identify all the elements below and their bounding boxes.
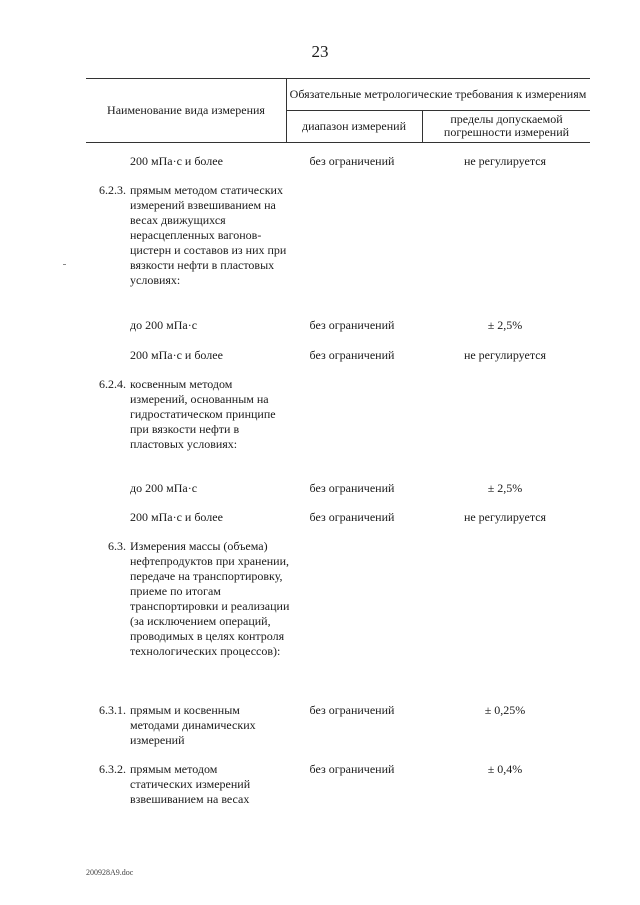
row-range: без ограничений: [309, 154, 395, 168]
header-measurement-range: диапазон измерений: [286, 110, 423, 142]
row-name: до 200 мПа·с: [130, 481, 198, 495]
header-measurement-type: Наименование вида измерения: [86, 79, 287, 142]
row-range: без ограничений: [309, 481, 395, 495]
row-name: 200 мПа·с и более: [130, 154, 223, 168]
row-range: без ограничений: [309, 348, 395, 362]
row-name: прямым методом статических измерений взвешиванием на весах движущихся нерасцепленных вагонов-цистерн и составов из них при вязкости нефти в пластовых условиях:: [130, 183, 287, 287]
row-number: 6.2.3.: [99, 183, 126, 197]
row-error: ± 2,5%: [487, 481, 523, 495]
row-range: без ограничений: [309, 703, 395, 717]
header-error-limits: пределы допускаемой погрешности измерений: [443, 112, 570, 139]
row-name: Измерения массы (объема) нефтепродуктов при хранении, передаче на транспортировку, приеме по итогам транспортировки и реализации (за исключением операций, проводимых в целях контроля технологических процессов):: [130, 539, 290, 658]
row-range: без ограничений: [309, 510, 395, 524]
row-number: 6.3.1.: [99, 703, 126, 717]
row-name: прямым методом статических измерений взвешиванием на весах: [130, 762, 251, 806]
page-number: 23: [311, 42, 329, 61]
row-name: прямым и косвенным методами динамических измерений: [130, 703, 256, 747]
row-name: косвенным методом измерений, основанным на гидростатическом принципе при вязкости нефти в пластовых условиях:: [130, 377, 276, 451]
row-error: ± 0,25%: [484, 703, 526, 717]
row-error: не регулируется: [463, 154, 547, 168]
row-error: не регулируется: [463, 348, 547, 362]
file-name-footer: 200928A9.doc: [86, 868, 134, 877]
row-number: 6.2.4.: [99, 377, 126, 391]
row-range: без ограничений: [309, 762, 395, 776]
row-name: 200 мПа·с и более: [130, 348, 223, 362]
row-error: не регулируется: [463, 510, 547, 524]
row-range: без ограничений: [309, 318, 395, 332]
row-name: до 200 мПа·с: [130, 318, 198, 332]
row-number: 6.3.: [108, 539, 126, 553]
row-error: ± 2,5%: [487, 318, 523, 332]
margin-mark: [63, 264, 66, 265]
table-header: [86, 78, 590, 143]
row-name: 200 мПа·с и более: [130, 510, 223, 524]
row-error: ± 0,4%: [487, 762, 523, 776]
row-number: 6.3.2.: [99, 762, 126, 776]
header-metrological-requirements: Обязательные метрологические требования к измерениям: [286, 79, 590, 111]
